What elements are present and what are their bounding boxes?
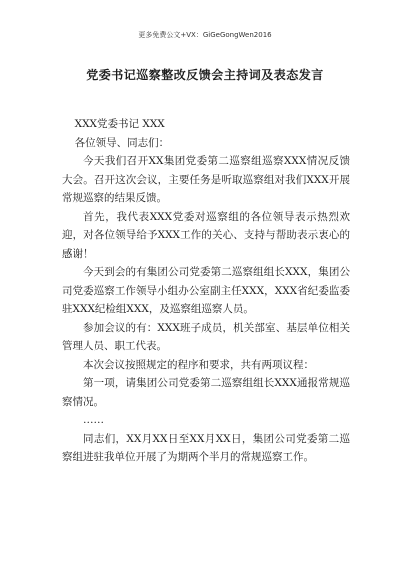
author-line: XXX党委书记 XXX [74, 118, 165, 130]
paragraph-agenda: 本次会议按照规定的程序和要求，共有两项议程： [83, 358, 314, 371]
paragraph-attendees: 今天到会的有集团公司党委第二巡察组组长XXX，集团公司党委巡察工作领导小组办公室副主任XXX，XXX省纪委监委驻XXX纪检组XXX，及巡察组巡察人员。 [62, 266, 350, 315]
paragraph-ellipsis: …… [83, 414, 104, 426]
paragraph-participants: 参加会议的有：XXX班子成员，机关部室、基层单位相关管理人员、职工代表。 [62, 321, 350, 352]
salutation: 各位领导、同志们： [74, 136, 170, 149]
header-note: 更多免费公文+VX：GiGeGongWen2016 [138, 31, 272, 39]
paragraph-closing: 同志们，XX月XX日至XX月XX日，集团公司党委第二巡察组进驻我单位开展了为期两个半月的常规巡察工作。 [62, 432, 350, 463]
paragraph-welcome: 首先，我代表XXX党委对巡察组的各位领导表示热烈欢迎，对各位领导给予XXX工作的关心、支持与帮助表示衷心的感谢！ [62, 210, 350, 260]
document-body [62, 115, 350, 467]
paragraph-intro: 今天我们召开XX集团党委第二巡察组巡察XXX情况反馈大会。召开这次会议，主要任务是听取巡察组对我们XXX开展常规巡察的结果反馈。 [62, 155, 350, 204]
paragraph-item-one: 第一项，请集团公司党委第二巡察组组长XXX通报常规巡察情况。 [62, 377, 350, 408]
document-title: 党委书记巡察整改反馈会主持词及表态发言 [86, 68, 324, 82]
